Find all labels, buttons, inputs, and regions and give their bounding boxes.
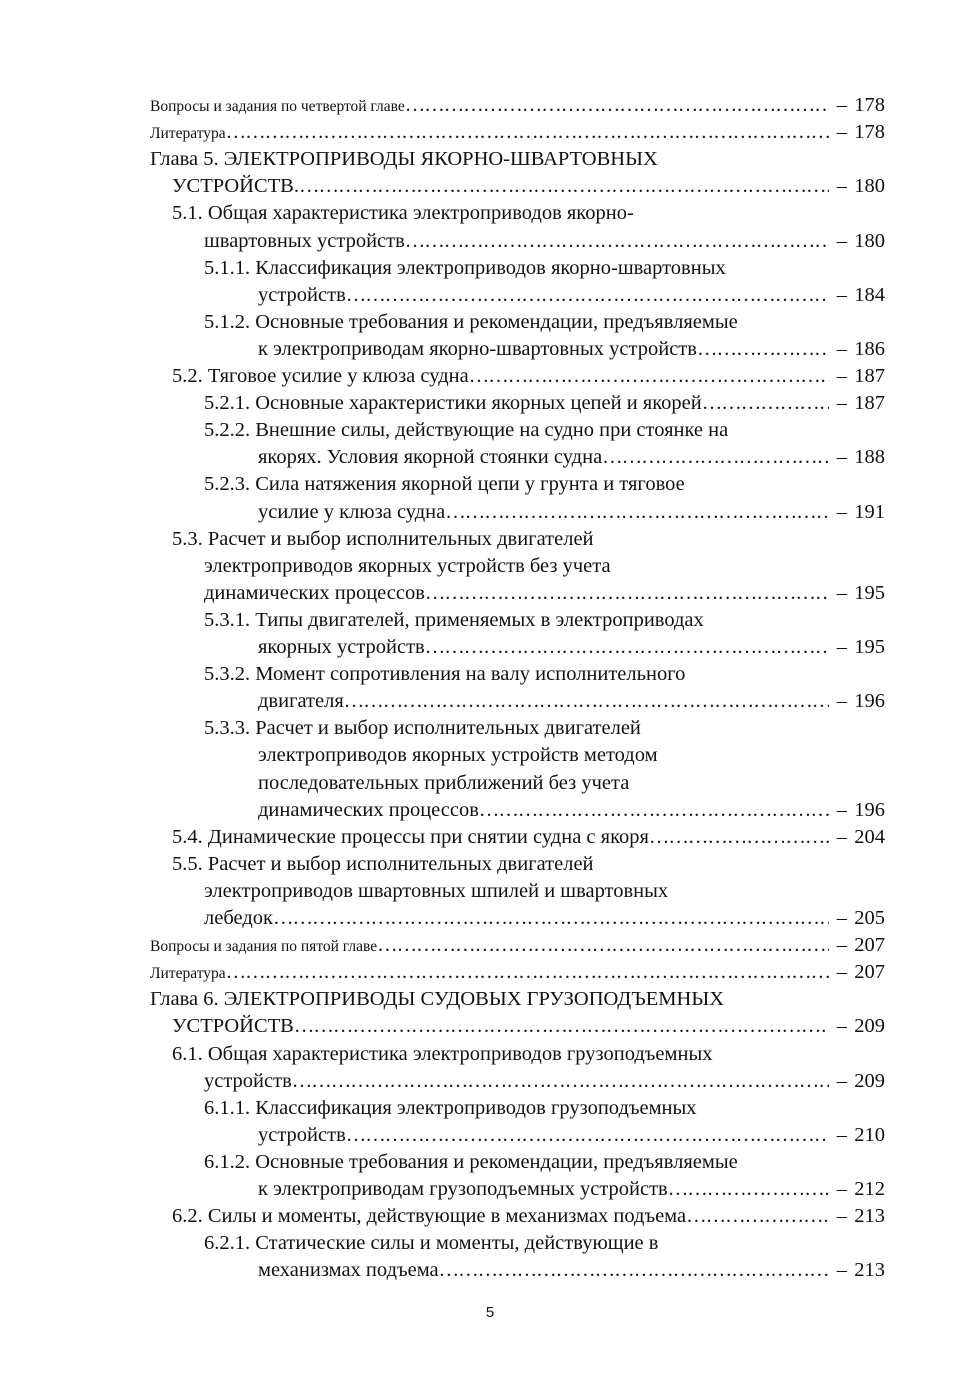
toc-dash: – — [836, 500, 847, 523]
toc-entry-title: динамических процессов — [258, 798, 479, 821]
toc-entry — [150, 118, 885, 146]
toc-entry — [204, 389, 885, 417]
toc-entry-title: 6.1.1. Классификация электроприводов грузоподъемных — [204, 1096, 697, 1119]
toc-entry — [204, 660, 885, 688]
toc-page-number: 196 — [854, 798, 885, 821]
dot-leader — [226, 118, 829, 146]
dot-leader — [439, 1256, 829, 1284]
toc-page-number: 186 — [854, 337, 885, 360]
toc-entry — [150, 985, 885, 1013]
dot-leader — [292, 1067, 829, 1095]
toc-entry — [172, 823, 885, 851]
dot-leader — [273, 904, 829, 932]
toc-entry-title: электроприводов швартовных шпилей и швартовных — [204, 879, 669, 902]
toc-dash: – — [836, 1259, 847, 1282]
toc-page-number: 187 — [854, 365, 885, 387]
toc-entry — [172, 362, 885, 390]
toc-dash: – — [836, 798, 847, 821]
dot-leader — [479, 796, 829, 824]
toc-entry-title: последовательных приближений без учета — [258, 771, 630, 794]
toc-entry — [204, 470, 885, 498]
toc-dash: – — [836, 446, 847, 469]
toc-entry — [258, 1256, 885, 1284]
toc-page-number: 209 — [854, 1015, 885, 1038]
toc-entry — [204, 1148, 885, 1176]
toc-entry — [204, 1067, 885, 1095]
toc-entry-title: 5.1.1. Классификация электроприводов якорно-швартовных — [204, 256, 726, 279]
toc-dash: – — [836, 825, 847, 848]
toc-entry — [204, 254, 885, 282]
toc-entry-title: механизмах подъема — [258, 1259, 439, 1282]
toc-entry — [258, 687, 885, 715]
dot-leader — [346, 1121, 829, 1149]
toc-entry — [172, 172, 885, 200]
toc-page-number: 207 — [854, 961, 885, 984]
toc-page-number: 180 — [854, 229, 885, 252]
toc-dash: – — [836, 1205, 847, 1228]
toc-entry — [258, 335, 885, 363]
page-number: 5 — [485, 1304, 495, 1321]
toc-page-number: 195 — [854, 636, 885, 658]
toc-entry — [150, 931, 885, 959]
toc-dash: – — [836, 636, 847, 658]
toc-page-number: 180 — [854, 175, 885, 198]
toc-entry-title: швартовных устройств — [204, 229, 405, 252]
toc-entry — [204, 308, 885, 336]
toc-entry — [258, 281, 885, 309]
toc-entry-title: устройств — [258, 1123, 346, 1146]
toc-entry-title: к электроприводам грузоподъемных устройств — [258, 1178, 668, 1200]
toc-page-number: 212 — [854, 1178, 885, 1200]
toc-entry-title: 6.1.2. Основные требования и рекомендации, предъявляемые — [204, 1150, 738, 1173]
toc-entry-title: устройств — [204, 1069, 292, 1092]
toc-dash: – — [836, 229, 847, 252]
toc-dash: – — [836, 175, 847, 198]
toc-entry — [150, 145, 885, 173]
toc-entry-title: 5.1. Общая характеристика электроприводов якорно- — [172, 202, 634, 225]
toc-entry-title: Глава 6. ЭЛЕКТРОПРИВОДЫ СУДОВЫХ ГРУЗОПОДЪЕМНЫХ — [150, 988, 724, 1011]
toc-dash: – — [836, 392, 847, 415]
toc-dash: – — [836, 690, 847, 713]
toc-entry — [258, 796, 885, 824]
toc-entry-title: УСТРОЙСТВ. — [172, 175, 299, 198]
toc-page-number: 210 — [854, 1123, 885, 1146]
toc-entry — [172, 1040, 885, 1068]
toc-entry-title: якорях. Условия якорной стоянки судна — [258, 446, 603, 469]
dot-leader — [226, 958, 829, 986]
toc-dash: – — [836, 365, 847, 387]
dot-leader — [344, 687, 829, 715]
toc-page-number: 178 — [854, 121, 885, 144]
toc-entry — [204, 552, 885, 580]
toc-entry — [258, 769, 885, 797]
dot-leader — [697, 335, 829, 363]
toc-entry — [204, 1229, 885, 1257]
toc-entry-title: 5.3.3. Расчет и выбор исполнительных двигателей — [204, 717, 641, 740]
toc-entry-title: Вопросы и задания по пятой главе — [150, 938, 378, 956]
toc-entry — [150, 91, 885, 119]
toc-entry-title: 5.3. Расчет и выбор исполнительных двигателей — [172, 527, 594, 550]
toc-dash: – — [836, 1069, 847, 1092]
toc-entry — [204, 606, 885, 634]
toc-page-number: 207 — [854, 934, 885, 957]
toc-entry — [172, 850, 885, 878]
toc-page-number: 213 — [854, 1259, 885, 1282]
dot-leader — [602, 443, 829, 471]
toc-entry — [258, 1121, 885, 1149]
toc-entry — [150, 958, 885, 986]
toc-page-number: 191 — [854, 500, 885, 523]
toc-entry-title: электроприводов якорных устройств методом — [258, 744, 658, 767]
toc-entry-title: Вопросы и задания по четвертой главе — [150, 98, 405, 115]
toc-entry-title: 5.5. Расчет и выбор исполнительных двигателей — [172, 852, 594, 875]
toc-entry-title: усилие у клюза судна — [258, 500, 446, 523]
toc-entry-title: лебедок — [204, 907, 273, 929]
toc-entry — [204, 579, 885, 607]
toc-entry — [172, 199, 885, 227]
toc-page-number: 195 — [854, 581, 885, 604]
toc-entry-title: 5.1.2. Основные требования и рекомендации, предъявляемые — [204, 310, 738, 333]
dot-leader — [702, 389, 829, 417]
toc-entry-title: Литература — [150, 125, 226, 143]
toc-entry — [258, 1175, 885, 1203]
toc-entry-title: 5.2.2. Внешние силы, действующие на судно при стоянке на — [204, 419, 729, 442]
dot-leader — [346, 281, 829, 309]
toc-entry-title: 5.3.1. Типы двигателей, применяемых в электроприводах — [204, 608, 704, 631]
dot-leader — [294, 1012, 829, 1040]
toc-entry-title: Глава 5. ЭЛЕКТРОПРИВОДЫ ЯКОРНО-ШВАРТОВНЫХ — [150, 148, 658, 171]
toc-dash: – — [836, 1123, 847, 1146]
toc-page-number: 205 — [854, 907, 885, 929]
toc-page-number: 178 — [854, 94, 885, 116]
toc-entry — [172, 525, 885, 553]
toc-entry — [258, 498, 885, 526]
toc-page-number: 196 — [854, 690, 885, 713]
toc-dash: – — [836, 337, 847, 360]
toc-entry-title: к электроприводам якорно-швартовных устройств — [258, 337, 697, 360]
toc-dash: – — [836, 934, 847, 957]
dot-leader — [445, 498, 829, 526]
dot-leader — [686, 1202, 829, 1230]
toc-page-number: 187 — [854, 392, 885, 415]
dot-leader — [405, 91, 829, 119]
toc-dash: – — [836, 581, 847, 604]
toc-entry — [258, 741, 885, 769]
toc-entry — [204, 904, 885, 932]
toc-page-number: 204 — [854, 825, 885, 848]
toc-entry — [204, 416, 885, 444]
toc-entry-title: 6.2. Силы и моменты, действующие в механизмах подъема — [172, 1205, 687, 1228]
dot-leader — [668, 1175, 829, 1203]
toc-entry-title: 6.1. Общая характеристика электроприводов грузоподъемных — [172, 1042, 713, 1065]
toc-entry-title: 5.2.3. Сила натяжения якорной цепи у грунта и тяговое — [204, 473, 685, 496]
toc-dash: – — [836, 283, 847, 306]
toc-entry-title: 5.4. Динамические процессы при снятии судна с якоря — [172, 825, 649, 848]
toc-page-number: 213 — [854, 1205, 885, 1228]
toc-entry-title: УСТРОЙСТВ — [172, 1015, 294, 1038]
dot-leader — [425, 633, 829, 661]
toc-entry — [204, 714, 885, 742]
dot-leader — [469, 362, 829, 390]
toc-dash: – — [836, 121, 847, 144]
dot-leader — [299, 172, 829, 200]
toc-entry-title: 5.2.1. Основные характеристики якорных цепей и якорей — [204, 392, 702, 415]
toc-entry-title: якорных устройств — [258, 636, 425, 658]
toc-entry — [204, 227, 885, 255]
toc-entry-title: Литература — [150, 965, 226, 983]
dot-leader — [425, 579, 829, 607]
toc-entry-title: устройств — [258, 283, 346, 306]
toc-entry — [204, 877, 885, 905]
dot-leader — [649, 823, 829, 851]
toc-entry — [258, 633, 885, 661]
toc-entry-title: 5.3.2. Момент сопротивления на валу исполнительного — [204, 663, 686, 686]
toc-entry — [172, 1012, 885, 1040]
dot-leader — [377, 931, 829, 959]
toc-dash: – — [836, 94, 847, 116]
toc-entry — [258, 443, 885, 471]
toc-entry-title: электроприводов якорных устройств без учета — [204, 554, 611, 577]
toc-entry-title: двигателя — [258, 690, 344, 713]
toc-entry-title: динамических процессов — [204, 581, 425, 604]
toc-page-number: 188 — [854, 446, 885, 469]
dot-leader — [405, 227, 829, 255]
toc-dash: – — [836, 961, 847, 984]
toc-entry — [204, 1094, 885, 1122]
toc-dash: – — [836, 907, 847, 929]
toc-entry — [172, 1202, 885, 1230]
toc-dash: – — [836, 1178, 847, 1200]
toc-entry-title: 5.2. Тяговое усилие у клюза судна — [172, 365, 469, 387]
toc-entry-title: 6.2.1. Статические силы и моменты, действующие в — [204, 1232, 659, 1255]
toc-dash: – — [836, 1015, 847, 1038]
toc-page-number: 209 — [854, 1069, 885, 1092]
toc-page-number: 184 — [854, 283, 885, 306]
